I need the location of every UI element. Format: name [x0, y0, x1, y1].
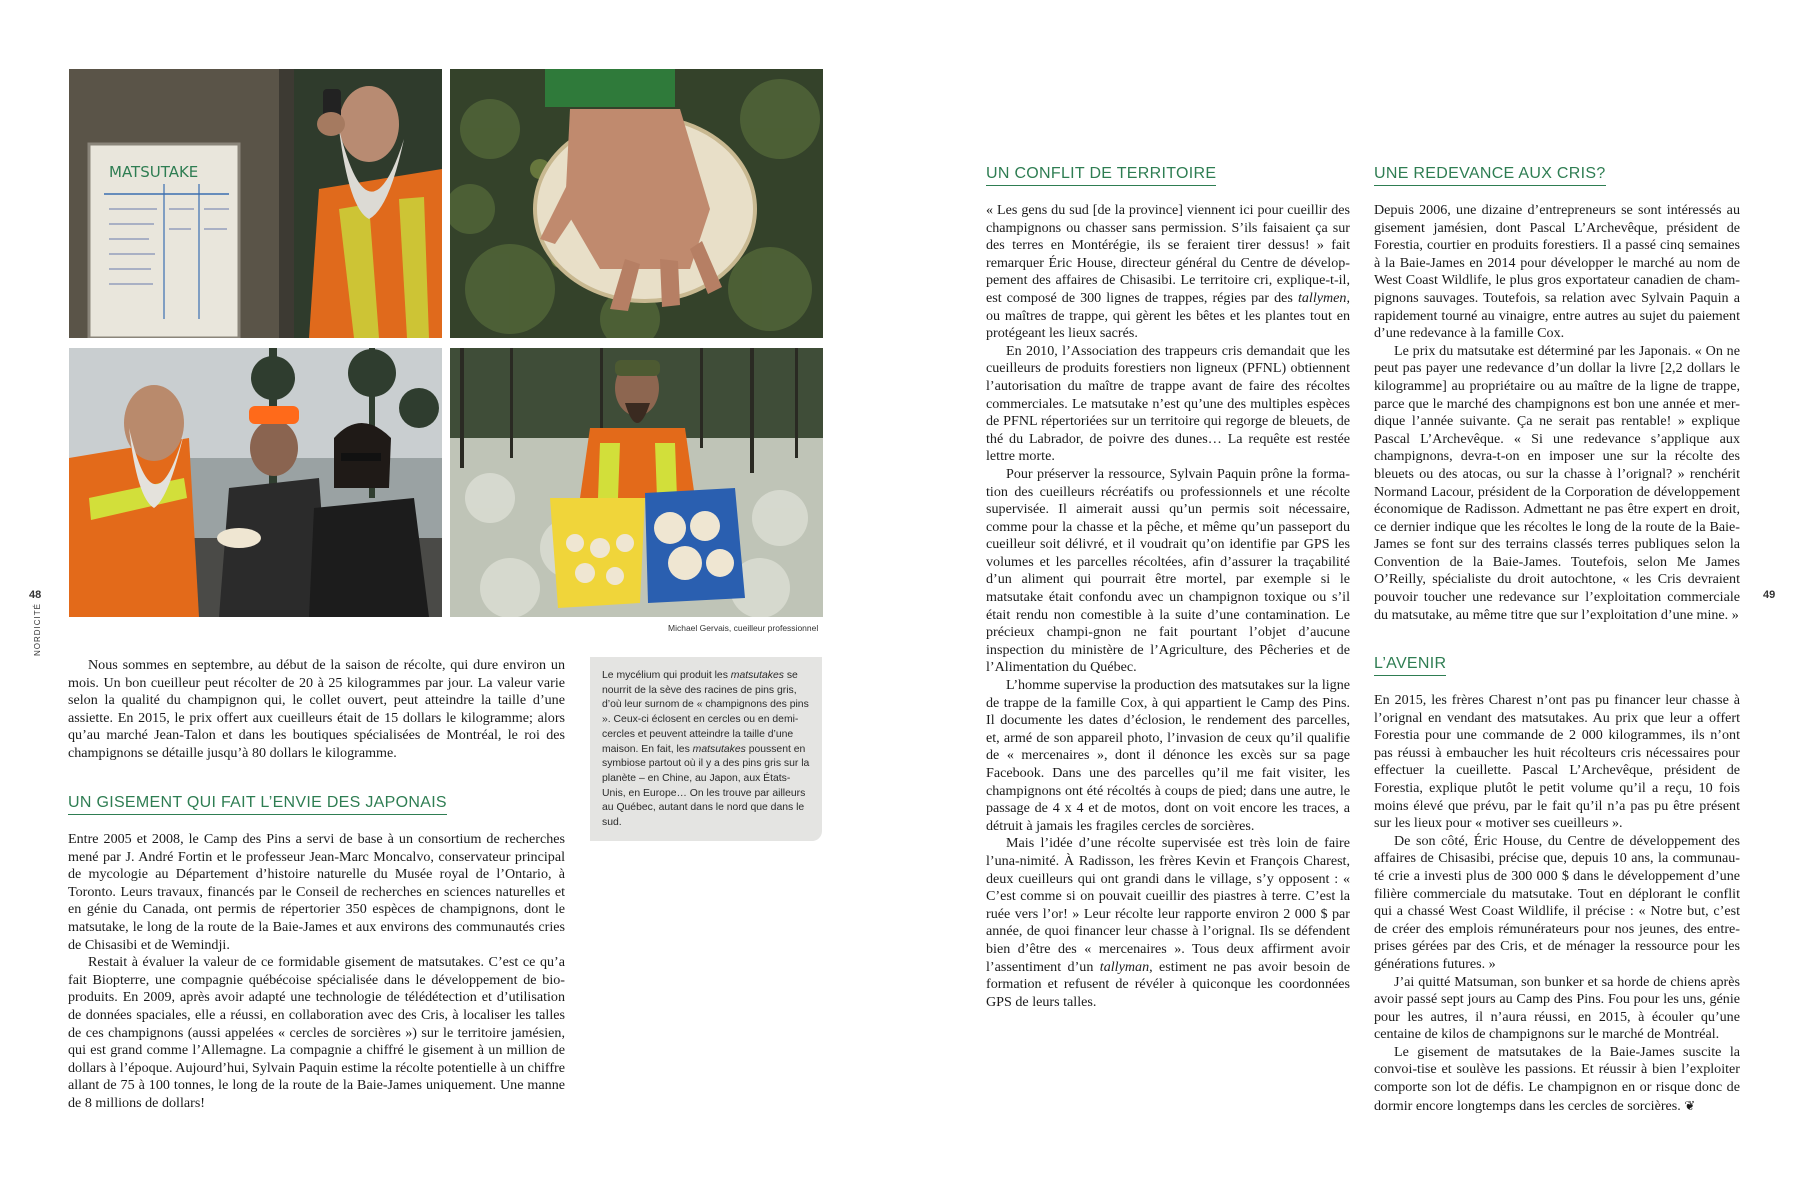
- heading-avenir: L’AVENIR: [1374, 655, 1446, 676]
- heading-conflit: UN CONFLIT DE TERRITOIRE: [986, 165, 1216, 186]
- intro-text: Nous sommes en septembre, au début de la saison de récolte, qui dure environ un mois. Un bon cueilleur peut récolter de 20 à 25 kilogrammes par jour. La valeur varie selon la qualité du champignon qui, le collet ouvert, peut atteindre la taille d’une assiette. En 2015, le prix offert aux cueilleurs était de 15 dollars le kilogramme; alors qu’au marché Jean-Talon et dans les boutiques spécialisées de Montréal, le roi des champignons se détaille jusqu’à 80 dollars le kilogramme.: [68, 657, 565, 761]
- conflit-p3: Pour préserver la ressource, Sylvain Paquin prône la forma-tion des cueilleurs récréatifs ou professionnels et une récolte supervisée. Il aimerait aussi qu’un permis soit nécessaire, comme pour la chasse et la pêche, et même qu’un passeport du cueilleur soit délivré, et il voudrait qu’on identifie par GPS les volumes et les parcelles récoltées, afin d’assurer la traçabilité d’un aliment qui pourrait être mortel, par exemple si le matsutake était confondu avec un champignon toxique ou s’il était rendu non comestible à la suite d’une contamination. Le précieux champi-gnon ne fait pourtant l’objet d’aucune inspection du ministère de l’Agriculture, des Pêcheries et de l’Alimentation du Québec.: [986, 465, 1350, 676]
- page-number-left: 48: [29, 589, 42, 601]
- conflit-p1: « Les gens du sud [de la province] viennent ici pour cueillir des champignons ou chasser sans permission. S’ils faisaient ça sur des terres en Montérégie, ils se feraient tirer dessus! » fait remarquer Éric House, directeur général du Centre de dévelop-pement des affaires de Chisasibi. Le territoire cri, explique-t-il, est composé de 300 lignes de trappes, régies par des tallymen, ou maîtres de trappe, qui gèrent les bêtes et les plantes tout en protégeant les lieux sacrés.: [986, 202, 1350, 342]
- photo-man-phone: [69, 69, 442, 338]
- photo-credit: Michael Gervais, cueilleur professionnel: [668, 623, 819, 633]
- avenir-p3: J’ai quitté Matsuman, son bunker et sa horde de chiens après avoir passé sept jours au Camp des Pins. Fou pour les uns, génie pour les autres, il n’aura réussi, en 2015, à écouler qu’une centaine de kilos de champignons sur le marché de Montréal.: [1374, 973, 1740, 1043]
- photo-group: [69, 348, 442, 617]
- avenir-text: [1374, 692, 1740, 1115]
- avenir-p2: De son côté, Éric House, du Centre de développement des affaires de Chisasibi, précise que, depuis 10 ans, la communau-té crie a investi plus de 300 000 $ dans le développement d’une filière commerciale du matsutake. Tout en déplorant le conflit qui a chassé West Coast Wildlife, il précise : « Notre but, c’est de créer des emplois rémunérateurs pour nos jeunes, des entre-prises gérées par des Cris, et de ménager la ressource pour les générations futures. »: [1374, 832, 1740, 972]
- conflit-p5: Mais l’idée d’une récolte supervisée est très loin de faire l’una-nimité. À Radisson, les frères Kevin et François Charest, deux cueilleurs qui ont grandi dans le village, s’y opposent : « C’est comme si on pouvait cueillir des piastres à terre. C’est la ruée vers l’or! » Leur récolte leur rapporte environ 2 000 $ par année, de quoi financer leur chasse à l’orignal. Ils se défendent bien d’être des « mercenaires ». Tous deux affirment avoir l’assentiment d’un tallyman, estiment ne pas avoir besoin de formation et refusent de révéler à quiconque les coordonnées GPS de leurs talles.: [986, 835, 1350, 1010]
- conflit-p2: En 2010, l’Association des trappeurs cris demandait que les cueilleurs de produits forestiers non ligneux (PFNL) obtiennent l’autorisation du maître de trappe avant de faire des récoltes commerciales. Le matsutake n’est qu’une des multiples espèces de PFNL répertoriées sur un territoire qui regorge de bleuets, de thé du Labrador, de poivre des dunes… La requête est restée lettre morte.: [986, 342, 1350, 465]
- redevance-p2: Le prix du matsutake est déterminé par les Japonais. « On ne peut pas payer une redevance d’un dollar la livre [2,2 dollars le kilogramme] au propriétaire ou au maître de la ligne de trappe, parce que le marché des champignons est bon une année et mer-dique l’année suivante. Ça ne serait pas rentable! » explique Pascal L’Archevêque. « Si une redevance s’applique aux champignons, devra-t-on en imposer une sur la récolte des bleuets ou des atocas, ou sur la chasse à l’orignal? » renchérit Normand Lacour, président de la Corporation de développement économique de Radisson. Admettant ne pas être expert en droit, ce dernier indique que les récoltes le long de la route de la Baie-James se font sur des terrains classés terres publiques selon la Convention de la Baie-James. Toutefois, selon Me James O’Reilly, spécialiste du droit autochtone, « les Cris devraient pouvoir toucher une redevance sur l’exploitation commerciale du matsutake, au même titre que sur l’exploitation d’une mine. »: [1374, 342, 1740, 623]
- redevance-text: [1374, 202, 1740, 624]
- whiteboard-title: MATSUTAKE: [109, 163, 199, 181]
- gisement-p1: Entre 2005 et 2008, le Camp des Pins a servi de base à un consortium de recherches mené par J. André Fortin et le professeur Jean-Marc Moncalvo, conservateur principal de mycologie au Département d’histoire naturelle du Musée royal de l’Ontario, à Toronto. Leurs travaux, financés par le Conseil de recherches en sciences naturelles et en génie du Canada, ont permis de répertorier 350 espèces de champignons, dont le matsutake, le long de la route de la Baie-James et aux environs des communautés cries de Chisasibi et de Wemindji.: [68, 831, 565, 953]
- sidebar-box: Le mycélium qui produit les matsutakes se nourrit de la sève des racines de pins gris, d’où leur surnom de « champignons des pins ». Ceux-ci éclosent en cercles ou en demi-cercles et peuvent atteindre la taille d’une maison. En fait, les matsutakes poussent en symbiose partout où il y a des pins gris sur la planète – en Chine, au Japon, aux États-Unis, en Europe… On les trouve par ailleurs au Québec, autant dans le nord que dans le sud.: [590, 657, 822, 841]
- page-number-right: 49: [1763, 589, 1776, 601]
- heading-redevance: UNE REDEVANCE AUX CRIS?: [1374, 165, 1606, 186]
- redevance-p1: Depuis 2006, une dizaine d’entrepreneurs se sont intéressés au gisement jamésien, dont Pascal L’Archevêque, président de Forestia, courtier en produits forestiers. Il a passé cinq semaines à la Baie-James en 2014 pour développer le marché au nom de West Coast Wildlife, le plus gros exportateur canadien de cham-pignons sauvages. Toutefois, sa relation avec Sylvain Paquin a rapidement tourné au vinaigre, entre autres au sujet du paiement d’une redevance à la famille Cox.: [1374, 202, 1740, 342]
- avenir-p4: Le gisement de matsutakes de la Baie-James suscite la convoi-tise et soulève les passions. Et réussir à bien l’exploiter comporte son lot de défis. Le champignon en or risque donc de dormir encore longtemps dans les cercles de sorcières. ❦: [1374, 1043, 1740, 1114]
- gisement-text: [68, 831, 565, 1113]
- magazine-name: NORDICITÉ: [33, 603, 42, 656]
- end-mark-icon: ❦: [1684, 1097, 1696, 1113]
- photo-baskets: [450, 348, 823, 617]
- photo-hand-mushroom: [450, 69, 823, 338]
- heading-gisement: UN GISEMENT QUI FAIT L’ENVIE DES JAPONAIS: [68, 794, 447, 815]
- conflit-p4: L’homme supervise la production des matsutakes sur la ligne de trappe de la famille Cox, à qui appartient le Camp des Pins. Il documente les dates d’éclosion, le rendement des parcelles, et, armé de son appareil photo, l’invasion de ceux qu’il qualifie de « mercenaires », dont il dénonce les excès sur sa page Facebook. Dans une des parcelles qu’il me fait visiter, les champignons ont été récoltés à coups de pied; dans une autre, le passage de 4 x 4 et de motos, dont on voit encore les traces, a détruit à jamais les fragiles cercles de sorcières.: [986, 677, 1350, 834]
- conflit-text: [986, 202, 1350, 1011]
- avenir-p1: En 2015, les frères Charest n’ont pas pu financer leur chasse à l’orignal en vendant des matsutakes. Au prix que leur a offert Forestia pour une commande de 2 000 kilogrammes, ils n’ont pas réussi à embaucher les huit récolteurs cris nécessaires pour effectuer la cueillette. Pascal L’Archevêque, président de Forestia, explique plutôt le petit volume qu’il a reçu, 10 fois moins élevé que prévu, par le fait qu’il n’a pas pu être présent sur les lieux pour « motiver ses cueilleurs ».: [1374, 692, 1740, 832]
- gisement-p2: Restait à évaluer la valeur de ce formidable gisement de matsutakes. C’est ce qu’a fait Biopterre, une compagnie québécoise spécialisée dans le développement de bio-produits. En 2009, après avoir adapté une technologie de télédétection et d’utilisation de données spaciales, elle a réussi, en collaboration avec des Cris, à localiser les talles de ces champignons (aussi appelées « cercles de sorcières ») sur le territoire jamésien, qui est grand comme l’Allemagne. La compagnie a chiffré le gisement à un million de dollars à l’époque. Aujourd’hui, Sylvain Paquin estime la récolte potentielle à un chiffre allant de 75 à 100 tonnes, le long de la route de la Baie-James uniquement. Une manne de 8 millions de dollars!: [68, 954, 565, 1111]
